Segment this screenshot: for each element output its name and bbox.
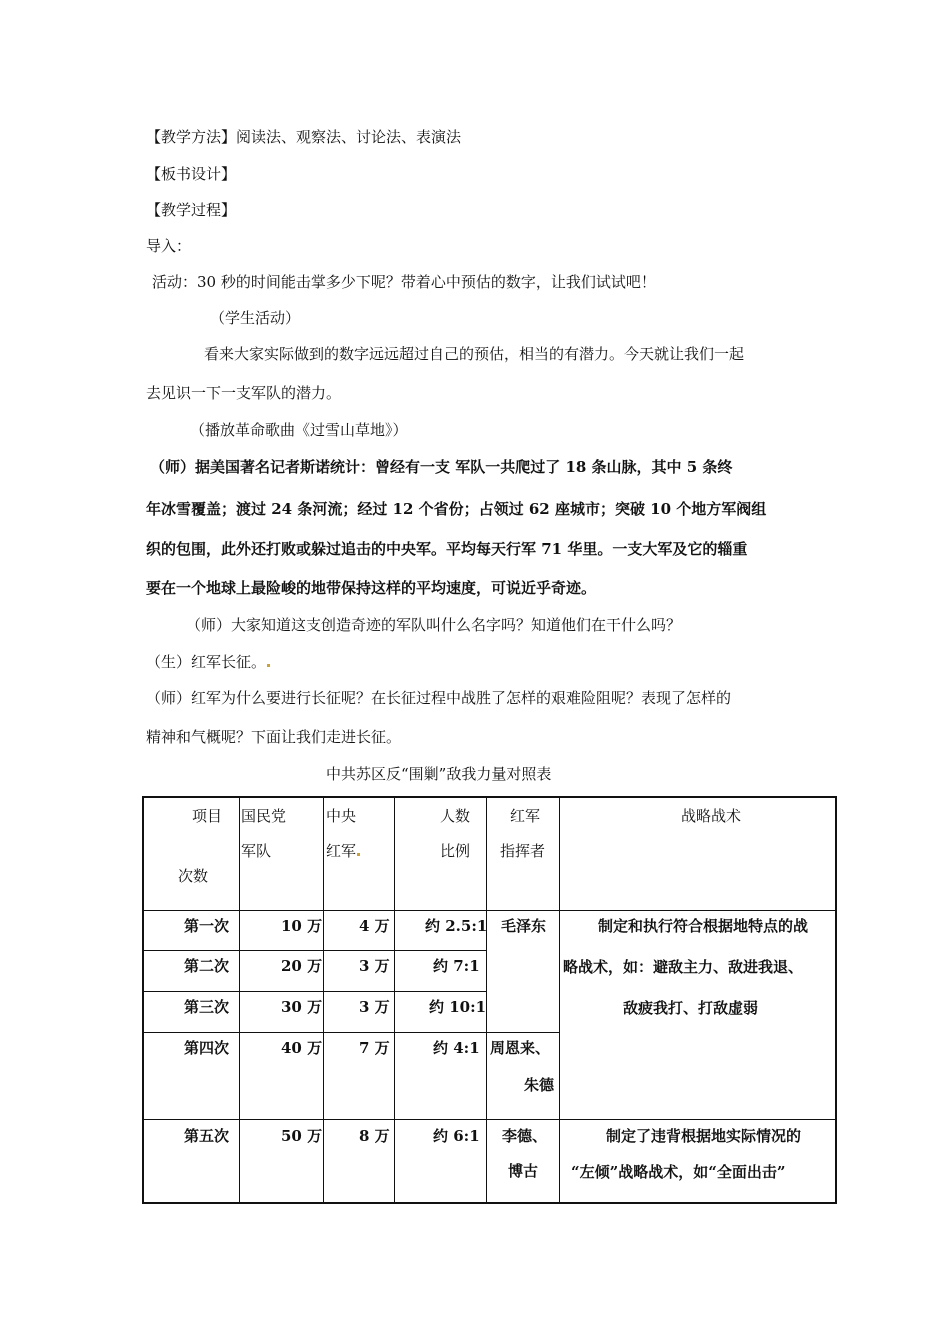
strategy-2-line-2: “左倾”战略战术，如“全面出击” bbox=[571, 1163, 786, 1181]
header-central-1: 中央 bbox=[326, 807, 357, 825]
header-kmt-2: 军队 bbox=[241, 842, 272, 860]
header-commander-1: 红军 bbox=[510, 807, 541, 825]
marker-dot bbox=[357, 853, 360, 856]
question-2-line-2: 精神和气概呢？下面让我们走进长征。 bbox=[146, 728, 402, 746]
marker-dot bbox=[267, 664, 270, 667]
answer-1-line bbox=[146, 652, 270, 672]
board-design-heading: 【板书设计】 bbox=[146, 165, 237, 183]
commander-li-2: 博古 bbox=[508, 1162, 539, 1180]
intro-label: 导入： bbox=[146, 237, 192, 255]
row-4-ratio: 约 4:1 bbox=[433, 1039, 480, 1057]
commander-zhou-2: 朱德 bbox=[524, 1076, 555, 1094]
row-4-red: 7 万 bbox=[359, 1039, 390, 1057]
header-item: 项目 bbox=[192, 807, 223, 825]
activity-line: 活动：30 秒的时间能击掌多少下呢？带着心中预估的数字，让我们试试吧！ bbox=[152, 273, 656, 291]
strategy-2-line-1: 制定了违背根据地实际情况的 bbox=[606, 1127, 802, 1145]
row-3-ratio: 约 10:1 bbox=[429, 998, 487, 1016]
strategy-1-line-2: 略战术，如：避敌主力、敌进我退、 bbox=[563, 958, 804, 976]
row-3-kmt: 30 万 bbox=[281, 998, 323, 1016]
commander-mao: 毛泽东 bbox=[501, 917, 547, 935]
row-5-red: 8 万 bbox=[359, 1127, 390, 1145]
row-2-ratio: 约 7:1 bbox=[433, 957, 480, 975]
header-times: 次数 bbox=[178, 867, 209, 885]
commander-zhou-1: 周恩来、 bbox=[490, 1039, 551, 1057]
teaching-method-line: 【教学方法】阅读法、观察法、讨论法、表演法 bbox=[146, 128, 462, 146]
bold-paragraph-line-2: 年冰雪覆盖；渡过 24 条河流；经过 12 个省份；占领过 62 座城市；突破 10 个地方军阀组 bbox=[146, 500, 767, 518]
teaching-process-heading: 【教学过程】 bbox=[146, 201, 237, 219]
header-central-2-text: 红军 bbox=[326, 842, 357, 860]
header-ratio-1: 人数 bbox=[440, 807, 471, 825]
strategy-1-line-3: 敌疲我打、打敌虚弱 bbox=[623, 999, 759, 1017]
row-2-red: 3 万 bbox=[359, 957, 390, 975]
row-4-kmt: 40 万 bbox=[281, 1039, 323, 1057]
paragraph-1-line-2: 去见识一下一支军队的潜力。 bbox=[146, 384, 342, 402]
paragraph-1-line-1: 看来大家实际做到的数字远远超过自己的预估，相当的有潜力。今天就让我们一起 bbox=[204, 345, 745, 363]
row-1-kmt: 10 万 bbox=[281, 917, 323, 935]
commander-li-1: 李德、 bbox=[502, 1127, 548, 1145]
row-3-times: 第三次 bbox=[184, 998, 230, 1016]
header-strategy: 战略战术 bbox=[681, 807, 742, 825]
row-1-times: 第一次 bbox=[184, 917, 230, 935]
strategy-1-line-1: 制定和执行符合根据地特点的战 bbox=[598, 917, 809, 935]
row-2-kmt: 20 万 bbox=[281, 957, 323, 975]
bold-paragraph-line-4: 要在一个地球上最险峻的地带保持这样的平均速度，可说近乎奇迹。 bbox=[146, 579, 597, 597]
header-ratio-2: 比例 bbox=[440, 842, 471, 860]
row-4-times: 第四次 bbox=[184, 1039, 230, 1057]
header-commander-2: 指挥者 bbox=[500, 842, 546, 860]
force-comparison-table bbox=[142, 796, 837, 1204]
header-central-2 bbox=[326, 841, 360, 861]
row-1-red: 4 万 bbox=[359, 917, 390, 935]
question-1-line: （师）大家知道这支创造奇迹的军队叫什么名字吗？知道他们在干什么吗？ bbox=[186, 616, 682, 634]
bold-paragraph-line-3: 织的包围，此外还打败或躲过追击的中央军。平均每天行军 71 华里。一支大军及它的辎重 bbox=[146, 540, 748, 558]
student-activity-line: （学生活动） bbox=[210, 309, 301, 327]
question-2-line-1: （师）红军为什么要进行长征呢？在长征过程中战胜了怎样的艰难险阻呢？表现了怎样的 bbox=[146, 689, 732, 707]
row-5-times: 第五次 bbox=[184, 1127, 230, 1145]
bold-paragraph-line-1: （师）据美国著名记者斯诺统计：曾经有一支 军队一共爬过了 18 条山脉，其中 5 条终 bbox=[150, 458, 733, 476]
table-title: 中共苏区反“围剿”敌我力量对照表 bbox=[326, 765, 552, 783]
answer-1-text: （生）红军长征。 bbox=[146, 653, 267, 671]
song-line: （播放革命歌曲《过雪山草地》） bbox=[190, 421, 408, 439]
row-5-kmt: 50 万 bbox=[281, 1127, 323, 1145]
row-3-red: 3 万 bbox=[359, 998, 390, 1016]
row-2-times: 第二次 bbox=[184, 957, 230, 975]
row-1-ratio: 约 2.5:1 bbox=[425, 917, 488, 935]
row-5-ratio: 约 6:1 bbox=[433, 1127, 480, 1145]
header-kmt-1: 国民党 bbox=[241, 807, 287, 825]
